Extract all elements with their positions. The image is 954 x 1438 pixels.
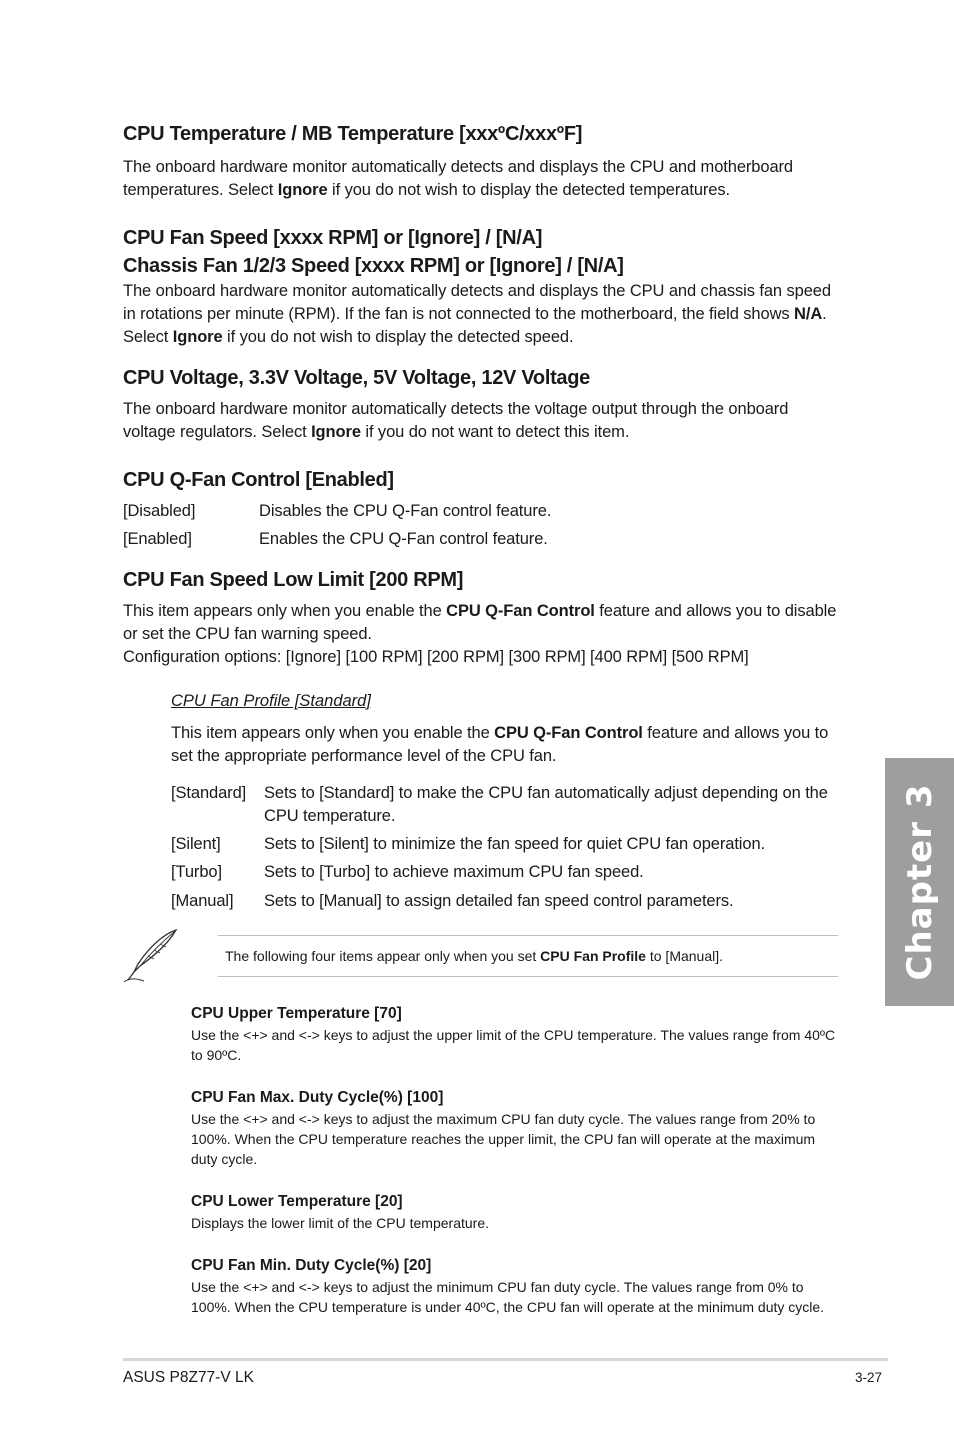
option-row <box>171 890 843 913</box>
bold-term: Ignore <box>172 328 223 346</box>
option-key: [Standard] <box>171 784 247 802</box>
option-desc: Enables the CPU Q-Fan control feature. <box>259 530 548 548</box>
option-desc: Sets to [Turbo] to achieve maximum CPU fan speed. <box>264 863 644 881</box>
option-key: [Turbo] <box>171 863 222 881</box>
option-row <box>171 782 843 828</box>
item-desc-max-duty: Use the <+> and <-> keys to adjust the maximum CPU fan duty cycle. The values range from 20% to 100%. When the CPU temperature reaches the upper limit, the CPU fan will operate at the maximum duty cycle. <box>191 1111 816 1167</box>
paragraph-fan-speed <box>123 280 843 349</box>
option-key: [Silent] <box>171 835 221 853</box>
text: if you do not want to detect this item. <box>360 423 630 441</box>
option-desc: Disables the CPU Q-Fan control feature. <box>259 502 552 520</box>
item-title-max-duty: CPU Fan Max. Duty Cycle(%) [100] <box>191 1089 444 1106</box>
section-title-low-limit: CPU Fan Speed Low Limit [200 RPM] <box>123 569 464 591</box>
section-title-cpu-temperature: CPU Temperature / MB Temperature [xxxºC/xxxºF] <box>123 123 583 145</box>
text: The onboard hardware monitor automatically detects and displays the CPU and motherboard temperatures. Select <box>123 158 794 199</box>
footer-page-number: 3-27 <box>855 1370 883 1385</box>
paragraph-config-options: Configuration options: [Ignore] [100 RPM] [200 RPM] [300 RPM] [400 RPM] [500 RPM] <box>123 648 749 666</box>
text: to [Manual]. <box>645 948 724 964</box>
text: if you do not wish to display the detected temperatures. <box>327 181 731 199</box>
note-box <box>218 935 838 977</box>
item-title-lower-temp: CPU Lower Temperature [20] <box>191 1193 403 1210</box>
paragraph-low-limit <box>123 600 843 646</box>
item-desc-min-duty: Use the <+> and <-> keys to adjust the minimum CPU fan duty cycle. The values range from 0% to 100%. When the CPU temperature is under 40ºC, the CPU fan will operate at the minimum duty cycle. <box>191 1279 825 1315</box>
text: feature and allows you to set the appropriate performance level of the CPU fan. <box>171 724 829 765</box>
item-title-min-duty: CPU Fan Min. Duty Cycle(%) [20] <box>191 1257 432 1274</box>
bold-term: Ignore <box>311 423 361 441</box>
text: The onboard hardware monitor automatically detects the voltage output through the onboard voltage regulators. Select <box>123 400 789 441</box>
bold-term: N/A <box>794 305 823 323</box>
option-desc: Sets to [Silent] to minimize the fan speed for quiet CPU fan operation. <box>264 835 766 853</box>
text: feature and allows you to disable or set the CPU fan warning speed. <box>123 602 837 643</box>
paragraph-voltage <box>123 398 843 444</box>
text: This item appears only when you enable the <box>123 602 447 620</box>
text: The onboard hardware monitor automatically detects and displays the CPU and chassis fan speed in rotations per minute (RPM). If the fan is not connected to the motherboard, the field shows <box>123 282 831 323</box>
footer-divider <box>123 1358 888 1361</box>
chapter-tab <box>885 758 954 1006</box>
bold-term: CPU Q-Fan Control <box>446 602 595 620</box>
option-desc: Sets to [Standard] to make the CPU fan automatically adjust depending on the CPU temperature. <box>264 784 828 825</box>
bold-term: CPU Fan Profile <box>540 948 646 964</box>
pen-feather-icon <box>120 926 182 984</box>
text: This item appears only when you enable the <box>171 724 495 742</box>
section-title-voltage: CPU Voltage, 3.3V Voltage, 5V Voltage, 12V Voltage <box>123 367 590 389</box>
section-title-cpu-fan-speed: CPU Fan Speed [xxxx RPM] or [Ignore] / [N/A] <box>123 227 543 249</box>
option-row <box>171 833 843 856</box>
section-title-qfan-control: CPU Q-Fan Control [Enabled] <box>123 469 394 491</box>
chapter-tab-label: Chapter 3 <box>899 783 940 981</box>
item-desc-lower-temp: Displays the lower limit of the CPU temperature. <box>191 1215 489 1231</box>
bold-term: CPU Q-Fan Control <box>494 724 643 742</box>
note-text <box>225 947 723 965</box>
text: . Select <box>123 305 827 346</box>
section-title-chassis-fan-speed: Chassis Fan 1/2/3 Speed [xxxx RPM] or [Ignore] / [N/A] <box>123 255 624 277</box>
subsection-title-fan-profile: CPU Fan Profile [Standard] <box>171 692 371 710</box>
option-row <box>123 500 843 523</box>
option-desc: Sets to [Manual] to assign detailed fan speed control parameters. <box>264 892 734 910</box>
footer-product-name: ASUS P8Z77-V LK <box>123 1369 254 1386</box>
paragraph-cpu-temperature <box>123 156 843 202</box>
item-desc-upper-temp: Use the <+> and <-> keys to adjust the upper limit of the CPU temperature. The values range from 40ºC to 90ºC. <box>191 1027 836 1063</box>
text: The following four items appear only when you set <box>225 948 541 964</box>
option-row <box>123 528 843 551</box>
option-key: [Enabled] <box>123 530 192 548</box>
option-key: [Manual] <box>171 892 234 910</box>
option-key: [Disabled] <box>123 502 196 520</box>
item-title-upper-temp: CPU Upper Temperature [70] <box>191 1005 402 1022</box>
option-row <box>171 861 843 884</box>
paragraph-fan-profile <box>171 722 841 768</box>
bold-term: Ignore <box>277 181 328 199</box>
text: if you do not wish to display the detected speed. <box>222 328 574 346</box>
